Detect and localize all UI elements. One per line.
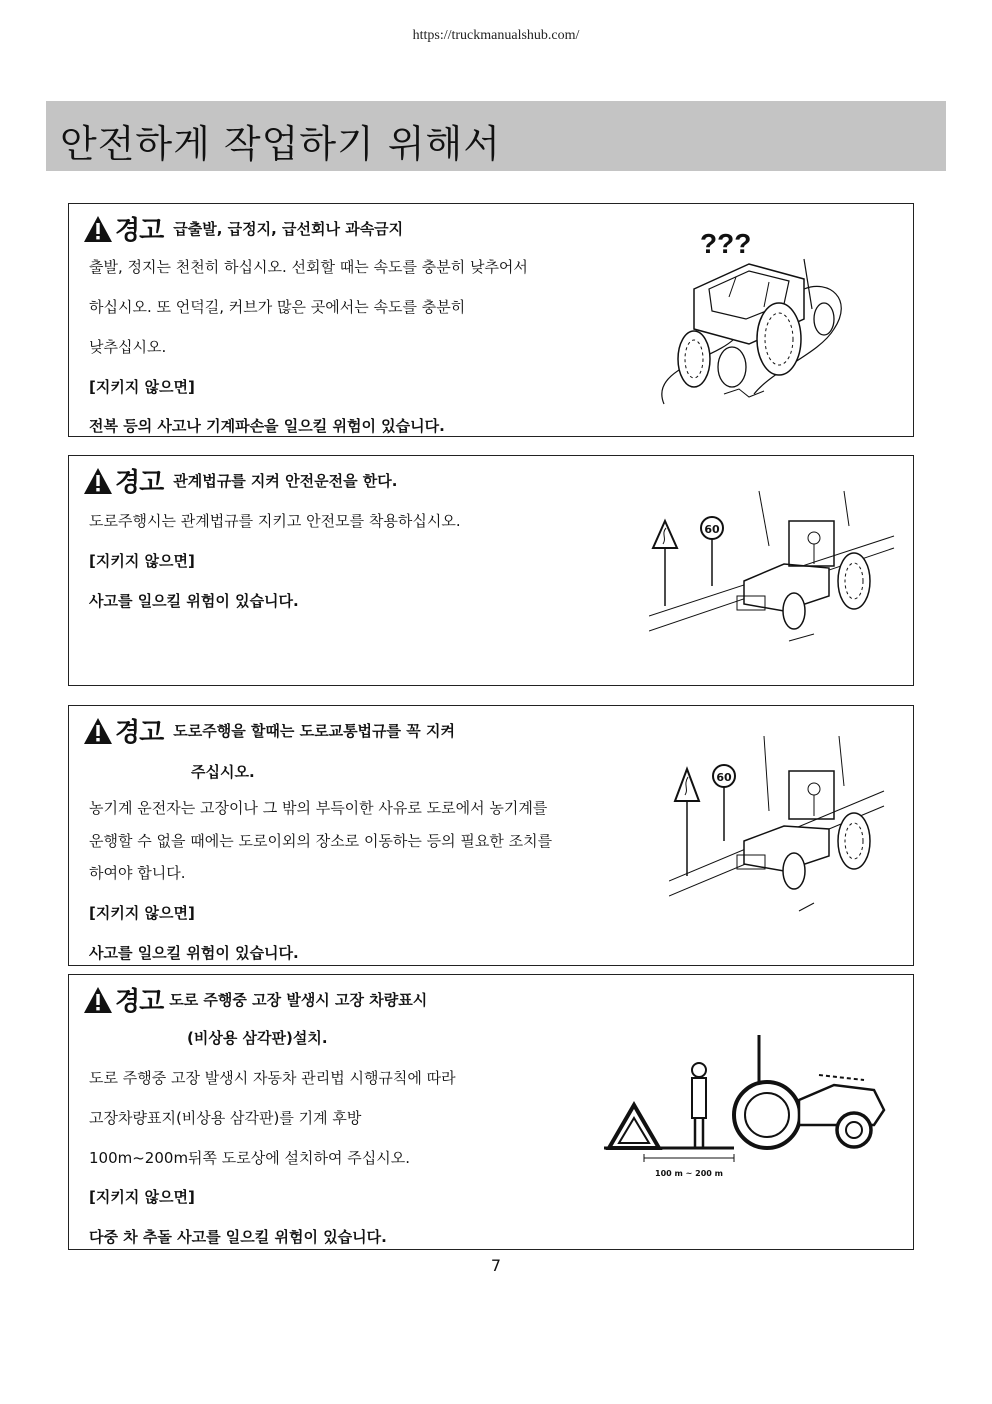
warning-label: 경고 <box>115 468 164 498</box>
warning-body-line: 출발, 정지는 천천히 하십시오. 선회할 때는 속도를 충분히 낮추어서 <box>89 258 528 276</box>
warning-heading: 급출발, 급정지, 급선회나 과속금지 <box>173 220 404 238</box>
warning-triangle-icon <box>83 986 113 1014</box>
warning-body-line: 농기계 운전자는 고장이나 그 밖의 부득이한 사유로 도로에서 농기계를 <box>89 799 548 817</box>
warning-header <box>83 712 455 749</box>
warning-box-1 <box>68 203 914 437</box>
question-marks: ??? <box>700 228 752 259</box>
speed-limit-sign: 60 <box>716 771 732 784</box>
warning-heading-continued: (비상용 삼각판)설치. <box>187 1029 328 1047</box>
consequence-text: 전복 등의 사고나 기계파손을 일으킬 위험이 있습니다. <box>89 417 445 435</box>
warning-header <box>83 210 403 247</box>
page-number: 7 <box>490 1256 502 1275</box>
warning-body-line: 하십시오. 또 언덕길, 커브가 많은 곳에서는 속도를 충분히 <box>89 298 466 316</box>
tractor-curve-illustration <box>654 219 854 409</box>
warning-heading: 관계법규를 지켜 안전운전을 한다. <box>173 472 398 490</box>
tractor-road-signs-illustration <box>649 486 899 656</box>
tractor-road-signs-illustration <box>669 731 889 921</box>
warning-heading: 도로주행을 할때는 도로교통법규를 꼭 지켜 <box>173 722 455 740</box>
warning-heading: 도로 주행중 고장 발생시 고장 차량표시 <box>169 991 428 1009</box>
warning-body-line: 도로주행시는 관계법규를 지키고 안전모를 착용하십시오. <box>89 512 461 530</box>
warning-label: 경고 <box>115 718 164 748</box>
warning-body-line: 도로 주행중 고장 발생시 자동차 관리법 시행규칙에 따라 <box>89 1069 456 1087</box>
warning-body-line: 고장차량표지(비상용 삼각판)를 기계 후방 <box>89 1109 362 1127</box>
if-not-label: [지키지 않으면] <box>89 1188 195 1206</box>
warning-body-line: 운행할 수 없을 때에는 도로이외의 장소로 이동하는 등의 필요한 조치를 <box>89 832 553 850</box>
warning-triangle-icon <box>83 215 113 243</box>
warning-heading-continued: 주십시오. <box>191 763 255 781</box>
if-not-label: [지키지 않으면] <box>89 904 195 922</box>
section-title-bar <box>46 101 946 171</box>
warning-label: 경고 <box>115 987 164 1017</box>
warning-label: 경고 <box>115 216 164 246</box>
warning-box-2 <box>68 455 914 686</box>
warning-box-4 <box>68 974 914 1250</box>
consequence-text: 사고를 일으킬 위험이 있습니다. <box>89 592 299 610</box>
warning-box-3 <box>68 705 914 966</box>
warning-header <box>83 981 427 1018</box>
if-not-label: [지키지 않으면] <box>89 552 195 570</box>
warning-triangle-icon <box>83 717 113 745</box>
consequence-text: 사고를 일으킬 위험이 있습니다. <box>89 944 299 962</box>
source-url[interactable]: https://truckmanualshub.com/ <box>412 28 580 43</box>
warning-triangle-icon <box>83 467 113 495</box>
warning-body-line: 낮추십시오. <box>89 338 167 356</box>
section-title: 안전하게 작업하기 위해서 <box>60 122 501 166</box>
warning-body-line: 100m~200m뒤쪽 도로상에 설치하여 주십시오. <box>89 1149 410 1167</box>
if-not-label: [지키지 않으면] <box>89 378 195 396</box>
consequence-text: 다중 차 추돌 사고를 일으킬 위험이 있습니다. <box>89 1228 387 1246</box>
warning-body-line: 하여야 합니다. <box>89 864 186 882</box>
distance-label: 100 m ~ 200 m <box>655 1169 723 1178</box>
warning-header <box>83 462 397 499</box>
warning-triangle-tractor-illustration <box>604 1030 894 1190</box>
speed-limit-sign: 60 <box>704 523 720 536</box>
